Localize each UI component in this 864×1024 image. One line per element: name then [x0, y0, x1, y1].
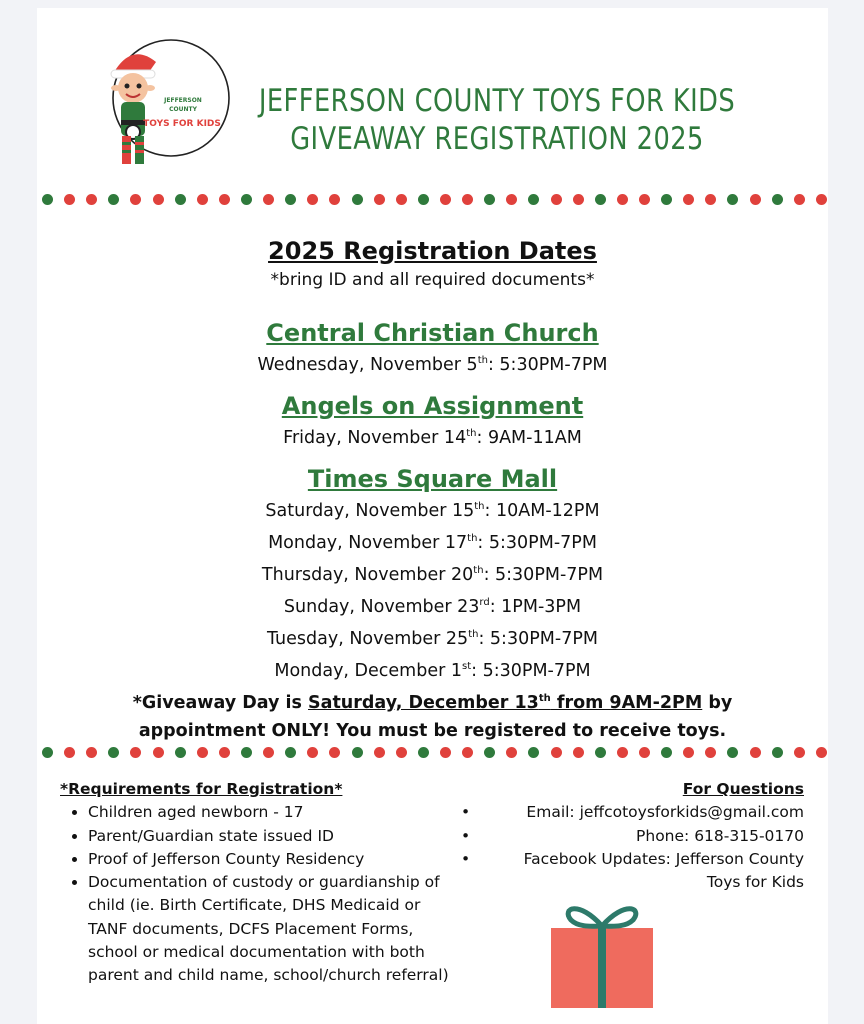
divider-dot: [750, 194, 761, 205]
requirements-title: *Requirements for Registration*: [60, 780, 343, 798]
slot-time: : 5:30PM-7PM: [477, 532, 597, 553]
requirement-item: • Proof of Jefferson County Residency: [88, 848, 460, 871]
divider-dot: [573, 747, 584, 758]
divider-dot: [440, 194, 451, 205]
slot-day: Monday, December 1: [274, 660, 462, 681]
divider-dot: [661, 194, 672, 205]
slot-day: Wednesday, November 5: [257, 354, 478, 375]
venue-name: Central Christian Church: [266, 319, 599, 347]
divider-dot: [816, 194, 827, 205]
slot-day-suffix: th: [468, 629, 479, 641]
elf-logo: [91, 32, 241, 182]
schedule-slot: [37, 493, 828, 525]
divider-dot: [307, 194, 318, 205]
divider-dot: [772, 747, 783, 758]
page-title: [239, 82, 754, 158]
slot-time: : 9AM-11AM: [476, 427, 582, 448]
question-email: • Email: jeffcotoysforkids@gmail.com: [461, 803, 804, 822]
questions-title: For Questions: [682, 780, 804, 798]
divider-dot: [241, 194, 252, 205]
divider-dot: [263, 747, 274, 758]
divider-dot: [440, 747, 451, 758]
logo-line2: COUNTY: [169, 106, 197, 113]
divider-dot: [64, 747, 75, 758]
divider-dot: [374, 747, 385, 758]
divider-dot: [219, 747, 230, 758]
slot-day: Monday, November 17: [268, 532, 468, 553]
slot-time: : 1PM-3PM: [489, 596, 582, 617]
slot-day-suffix: th: [467, 533, 478, 545]
divider-dot: [639, 194, 650, 205]
slot-day-suffix: th: [477, 355, 488, 366]
divider-dot: [705, 747, 716, 758]
divider-dot: [396, 194, 407, 205]
divider-dot: [528, 194, 539, 205]
dot-divider-top: [42, 192, 827, 206]
divider-dot: [307, 747, 318, 758]
venue-block: [37, 392, 828, 452]
divider-dot: [263, 194, 274, 205]
slot-time: : 5:30PM-7PM: [478, 628, 598, 649]
elf-icon: [111, 54, 156, 164]
slot-day-suffix: th: [466, 428, 477, 439]
title-line-2: GIVEAWAY REGISTRATION 2025: [290, 121, 704, 157]
divider-dot: [197, 194, 208, 205]
requirement-item: • Parent/Guardian state issued ID: [88, 825, 460, 848]
slot-day-suffix: th: [474, 501, 485, 512]
divider-dot: [396, 747, 407, 758]
schedule-slot: [37, 557, 828, 589]
questions-section: [447, 778, 804, 894]
divider-dot: [639, 747, 650, 758]
giveaway-prefix: *Giveaway Day is: [132, 692, 309, 713]
divider-dot: [683, 747, 694, 758]
divider-dot: [352, 747, 363, 758]
divider-dot: [329, 194, 340, 205]
title-line-1: JEFFERSON COUNTY TOYS FOR KIDS: [258, 83, 736, 119]
slot-time: : 5:30PM-7PM: [471, 660, 591, 681]
divider-dot: [418, 194, 429, 205]
divider-dot: [86, 194, 97, 205]
divider-dot: [241, 747, 252, 758]
divider-dot: [108, 194, 119, 205]
schedule-slot: [37, 621, 828, 653]
slot-time: : 5:30PM-7PM: [483, 564, 604, 585]
contact-phone[interactable]: Phone: 618-315-0170: [636, 826, 804, 845]
divider-dot: [750, 747, 761, 758]
divider-dot: [551, 194, 562, 205]
divider-dot: [816, 747, 827, 758]
divider-dot: [484, 194, 495, 205]
divider-dot: [175, 747, 186, 758]
schedule-slot: [37, 653, 828, 685]
divider-dot: [617, 747, 628, 758]
giveaway-suffix: by: [702, 692, 733, 713]
divider-dot: [86, 747, 97, 758]
divider-dot: [153, 194, 164, 205]
contact-email[interactable]: Email: jeffcotoysforkids@gmail.com: [526, 803, 804, 822]
giveaway-date-sup: th: [538, 693, 551, 704]
divider-dot: [506, 747, 517, 758]
divider-dot: [197, 747, 208, 758]
giveaway-time: from 9AM-2PM: [550, 692, 703, 713]
divider-dot: [794, 747, 805, 758]
question-phone: • Phone: 618-315-0170: [461, 826, 804, 845]
divider-dot: [727, 747, 738, 758]
divider-dot: [64, 194, 75, 205]
question-facebook: • Facebook Updates: Jefferson County: [461, 849, 804, 868]
divider-dot: [484, 747, 495, 758]
venue-name: Angels on Assignment: [281, 392, 584, 420]
divider-dot: [661, 747, 672, 758]
question-facebook-cont: Toys for Kids: [706, 873, 804, 892]
divider-dot: [42, 194, 53, 205]
flyer-page: [37, 8, 828, 1024]
divider-dot: [595, 194, 606, 205]
venue-block: [37, 319, 828, 379]
divider-dot: [595, 747, 606, 758]
schedule-slot: [37, 525, 828, 557]
slot-time: : 5:30PM-7PM: [487, 354, 608, 375]
divider-dot: [551, 747, 562, 758]
requirements-section: [60, 778, 460, 988]
venue-name: Times Square Mall: [307, 465, 558, 493]
slot-day: Thursday, November 20: [261, 564, 474, 585]
divider-dot: [705, 194, 716, 205]
divider-dot: [617, 194, 628, 205]
divider-dot: [462, 194, 473, 205]
logo-line3: TOYS FOR KIDS: [143, 119, 221, 129]
divider-dot: [462, 747, 473, 758]
gift-icon: [549, 898, 655, 1010]
divider-dot: [108, 747, 119, 758]
slot-day-suffix: th: [473, 565, 484, 577]
divider-dot: [772, 194, 783, 205]
divider-dot: [573, 194, 584, 205]
divider-dot: [219, 194, 230, 205]
divider-dot: [352, 194, 363, 205]
dot-divider-bottom: [42, 745, 827, 759]
slot-day: Friday, November 14: [283, 427, 467, 448]
schedule-slot: [37, 589, 828, 621]
divider-dot: [506, 194, 517, 205]
slot-day: Saturday, November 15: [265, 500, 475, 521]
divider-dot: [329, 747, 340, 758]
registration-note: *bring ID and all required documents*: [270, 270, 595, 290]
schedule-slot: [37, 420, 828, 452]
divider-dot: [683, 194, 694, 205]
contact-facebook[interactable]: Facebook Updates: Jefferson County: [523, 849, 804, 868]
divider-dot: [130, 194, 141, 205]
divider-dot: [418, 747, 429, 758]
giveaway-line-2: appointment ONLY! You must be registered to receive toys.: [138, 720, 727, 741]
giveaway-notice: [37, 685, 828, 745]
giveaway-date: Saturday, December 13: [308, 692, 539, 713]
venue-block: [37, 465, 828, 685]
slot-day-suffix: st: [462, 661, 472, 673]
slot-day: Tuesday, November 25: [267, 628, 469, 649]
divider-dot: [42, 747, 53, 758]
slot-time: : 10AM-12PM: [484, 500, 600, 521]
divider-dot: [285, 747, 296, 758]
divider-dot: [794, 194, 805, 205]
requirement-item: • Documentation of custody or guardianship of child (ie. Birth Certificate, DHS Medicaid or TANF documents, DCFS Placement Forms, school or medical documentation with both parent and child name, school/church referral): [88, 871, 460, 987]
slot-day-suffix: rd: [479, 597, 490, 609]
divider-dot: [175, 194, 186, 205]
divider-dot: [130, 747, 141, 758]
divider-dot: [153, 747, 164, 758]
requirement-item: • Children aged newborn - 17: [88, 801, 460, 824]
logo-line1: JEFFERSON: [164, 97, 202, 104]
divider-dot: [374, 194, 385, 205]
divider-dot: [727, 194, 738, 205]
schedule-slot: [37, 347, 828, 379]
divider-dot: [285, 194, 296, 205]
registration-heading: 2025 Registration Dates: [268, 237, 597, 265]
slot-day: Sunday, November 23: [283, 596, 480, 617]
divider-dot: [528, 747, 539, 758]
